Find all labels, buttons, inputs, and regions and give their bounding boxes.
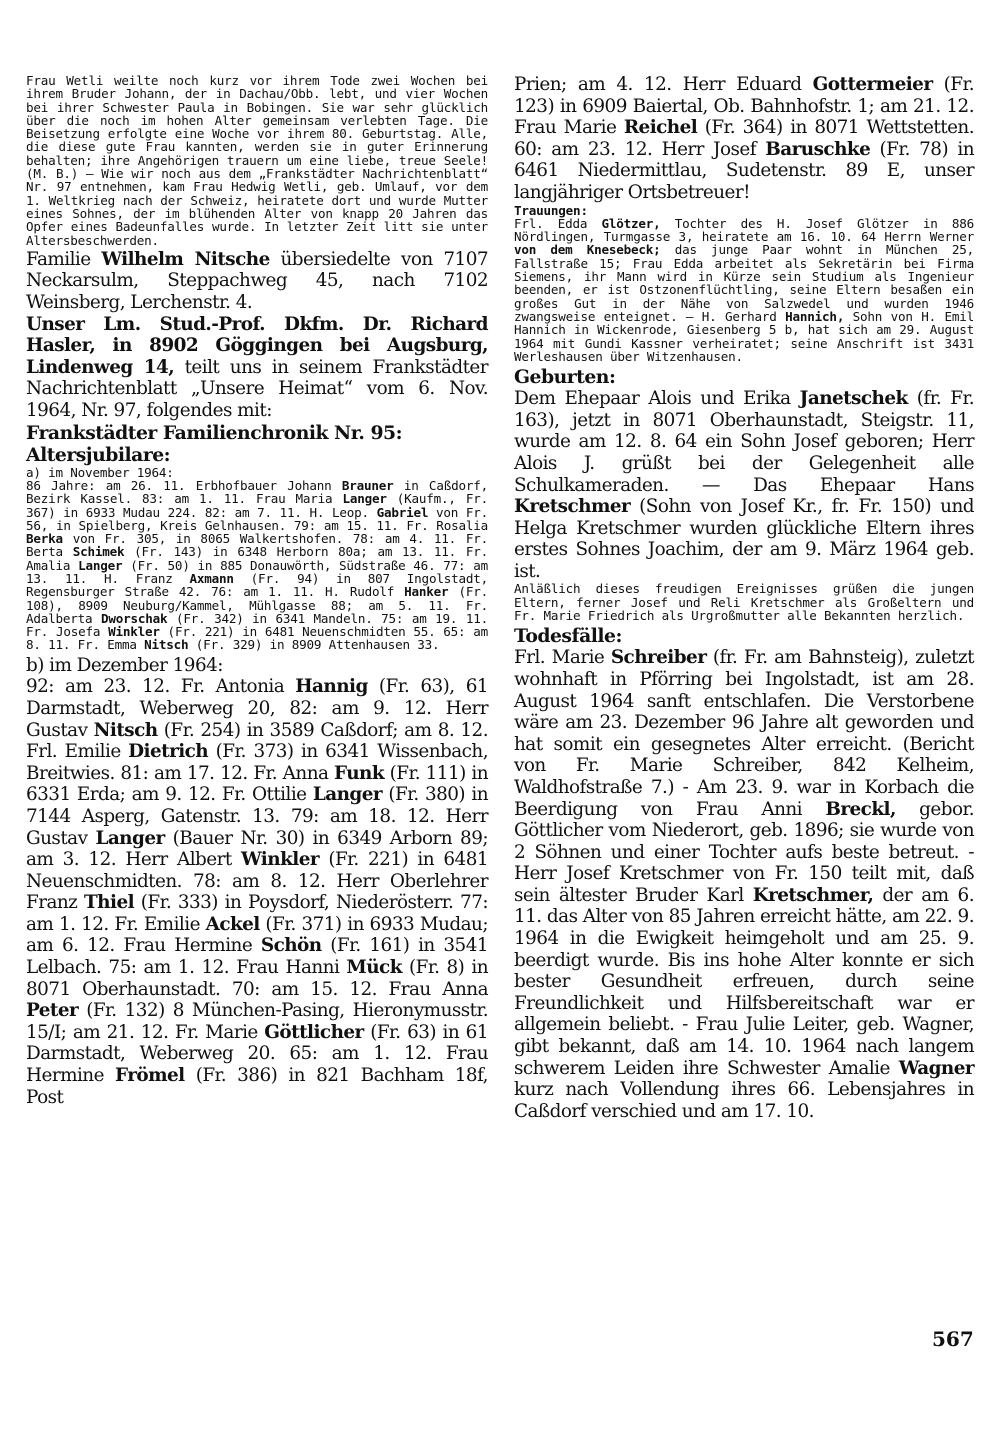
text-run: (Fr. 221) in 6481 Neuenschmidten. 78: am 8. 12. Herr Oberlehrer Franz <box>26 849 488 914</box>
left-column <box>26 74 488 1108</box>
todesfaelle-text <box>514 647 974 1122</box>
trauungen-heading: Trauungen: <box>514 202 588 218</box>
text-run: von Fr. 305, in 8065 Walkertshofen. 78: am 4. 11. Fr. Berta <box>26 531 488 560</box>
text-run: (Fr. 143) in 6348 Herborn 80a; am 13. 11. Fr. Amalia <box>26 544 489 573</box>
text-run: (Fr. 78) in 6461 Niedermittlau, Sudetenstr. 89 E, unser langjähriger Ortsbetreuer! <box>514 138 974 203</box>
geburten-heading: Geburten: <box>514 366 616 389</box>
text-run: (Kaufm., Fr. 367) in 6933 Mudau 224. 82: am 7. 11. H. Leop. <box>26 491 488 520</box>
surname: Peter <box>26 1000 79 1022</box>
surname: Hannig <box>295 676 368 698</box>
surname: Schön <box>260 935 322 957</box>
text-run: Prien; am 4. 12. Herr Eduard <box>514 74 813 95</box>
surname: Janetschek <box>799 388 908 410</box>
surname: Axmann <box>189 570 234 586</box>
text-run: (Fr. 373) in 6341 Wissenbach, Breitwies. 81: am 17. 12. Fr. Anna <box>26 741 488 784</box>
text-run: in Caßdorf, Bezirk Kassel. 83: am 1. 11. Frau Maria <box>26 477 488 507</box>
text-run: (Fr. 123) in 6909 Baiertal, Ob. Bahnhofstr. 1; am 21. 12. Frau Marie <box>514 74 974 139</box>
surname: Winkler <box>241 849 319 871</box>
text-run: kurz nach Vollendung ihres 66. Lebensjahres in Caßdorf verschied und am 17. 10. <box>514 1079 974 1122</box>
surname: Glötzer, <box>601 215 661 231</box>
text-run: (Fr. 254) in 3589 Caßdorf; am 8. 12. Frl. Emilie <box>26 719 488 763</box>
surname: Thiel <box>84 892 135 914</box>
surname: Mück <box>346 957 402 979</box>
nitsche-relocation-text: Familie Wilhelm Nitsche übersiedelte von 7107 Neckarsulm, Steppachweg 45, nach 7102 Weinsberg, Lerchenstr. 4. <box>26 248 489 314</box>
text-run: (Bauer Nr. 30) in 6349 Arborn 89; am 3. 12. Herr Albert <box>26 827 488 871</box>
surname: Berka <box>26 531 63 547</box>
text-run: (Fr. 342) in 6341 Mandeln. 75: am 19. 11. Fr. Josefa <box>26 610 488 640</box>
surname: Gottermeier <box>812 74 933 95</box>
surname: Kretschmer <box>514 496 631 518</box>
text-run: Dem Ehepaar Alois und Erika <box>514 388 800 410</box>
surname: Baruschke <box>765 138 871 160</box>
chronicle-heading: Frankstädter Familienchronik Nr. 95: <box>26 421 403 444</box>
surname: Dworschak <box>101 610 168 626</box>
surname: Nitsch <box>93 719 158 741</box>
trauungen-text <box>514 217 974 363</box>
text-run: 92: am 23. 12. Fr. Antonia <box>26 676 296 698</box>
text-run: (Fr. 386) in 821 Bachham 18f, Post <box>26 1065 488 1108</box>
geburten-text <box>514 388 974 582</box>
text-run: (Fr. 111) in 6331 Erda; am 9. 12. Fr. Ottilie <box>26 762 488 806</box>
surname: Nitsch <box>144 637 189 653</box>
text-run: von Fr. 56, in Spielberg, Kreis Gelnhausen. 79: am 15. 11. Fr. Rosalia <box>26 504 488 533</box>
surname: Wagner <box>898 1057 974 1079</box>
surname: von dem Knesebeck; <box>514 242 661 258</box>
surname: Frömel <box>115 1065 185 1087</box>
november-subheading: a) im November 1964: <box>26 464 174 480</box>
text-run: 86 Jahre: am 26. 11. Erbhofbauer Johann <box>26 477 342 493</box>
text-run: (fr. Fr. am Bahnsteig), zuletzt wohnhaft in Pförring bei Ingolstadt, ist am 28. August 1964 sanft entschlafen. Die Verstorbene wäre am 23. Dezember 96 Jahre alt geworden und hat somit ein gesegnetes Alter erreicht. (Bericht von Fr. Marie Schreiber, 842 Kelheim, Waldhofstraße 7.) - Am 23. 9. war in Korbach die Beerdigung von Frau Anni <box>514 647 974 820</box>
text-run: (Fr. 63) in 61 Darmstadt, Weberweg 20. 65: am 1. 12. Frau Hermine <box>26 1021 488 1087</box>
surname: Schreiber <box>610 647 707 669</box>
surname: Göttlicher <box>264 1021 364 1043</box>
text-run: (Fr. 63), 61 Darmstadt, Weberweg 20, 82: am 9. 12. Herr Gustav <box>26 676 488 741</box>
text-run: (Fr. 221) in 6481 Neuenschmidten 55. 65: am 8. 11. Fr. Emma <box>26 624 488 653</box>
jubilare-heading: Altersjubilare: <box>26 443 171 466</box>
wetli-obituary-text: Frau Wetli weilte noch kurz vor ihrem Tode zwei Wochen bei ihrem Bruder Johann, der in Dachau/Obb. lebt, und vier Wochen bei ihrer Schwester Paula in Bobingen. Sie war sehr glücklich über die noch im hohen Alter gemeinsam verlebten Tage. Die Beisetzung erfolgte eine Woche vor ihrem 80. Geburtstag. Alle, die diese gute Frau kannten, werden sie in guter Erinnerung behalten; ihre Angehörigen trauern um eine liebe, treue Seele! (M. B.) — Wie wir noch aus dem „Frankstädter Nachrichtenblatt“ Nr. 97 entnehmen, kam Frau Hedwig Wetli, geb. Umlauf, vor dem 1. Weltkrieg nach der Schweiz, heiratete dort und wurde Mutter eines Sohnes, der im blühenden Alter von knapp 20 Jahren das Opfer eines Badeunfalles wurde. In letzter Zeit litt sie unter Altersbeschwerden. <box>26 73 488 248</box>
surname: Ackel <box>205 913 260 935</box>
text-run: (Fr. 50) in 885 Donauwörth, Südstraße 46. 77: am 13. 11. H. Franz <box>26 557 488 586</box>
text-run: (Fr. 8) in 8071 Oberhaunstadt. 70: am 15. 12. Frau Anna <box>26 957 489 1000</box>
text-run: Frl. Marie <box>514 647 611 669</box>
surname: Winkler <box>108 624 160 640</box>
text-run: (Sohn von Josef Kr., fr. Fr. 150) und Helga Kretschmer wurden glückliche Eltern ihres erstes Sohnes Joachim, der am 9. März 1964 geb. ist. <box>514 496 974 582</box>
surname: Langer <box>342 491 387 507</box>
november-jubilare-list <box>26 479 488 652</box>
text-run: (Fr. 333) in Poysdorf, Niederösterr. 77: am 1. 12. Fr. Emilie <box>26 892 488 935</box>
right-column <box>514 74 974 1122</box>
surname: Breckl, <box>825 798 896 820</box>
text-run: (Fr. 161) in 3541 Lelbach. 75: am 1. 12. Frau Hanni <box>26 935 488 979</box>
text-run: gebor. Göttlicher vom Niederort, geb. 1896; sie wurde von 2 Söhnen und einer Tochter aufs beste betreut. - Herr Josef Kretschmer von Fr. 150 teilt mit, daß sein ältester Bruder Karl <box>514 798 974 906</box>
text-run: (Fr. 132) 8 München-Pasing, Hieronymusstr. 15/I; am 21. 12. Fr. Marie <box>26 1000 488 1043</box>
surname: Hanker <box>404 584 449 600</box>
jubilare-continuation <box>514 74 974 204</box>
text-run: (Fr. 108), 8909 Neuburg/Kammel, Mühlgasse 88; am 5. 11. Fr. Adalberta <box>26 584 488 626</box>
surname: Hannich, <box>785 308 845 324</box>
text-run: Frl. Edda <box>514 215 602 231</box>
surname: Langer <box>95 827 165 849</box>
page-number: 567 <box>932 1327 974 1351</box>
geburten-greeting: Anläßlich dieses freudigen Ereignisses grüßen die jungen Eltern, ferner Josef und Reli Kretschmer als Großeltern und Fr. Marie Friedrich als Urgroßmutter alle Bekannten herzlich. <box>514 581 974 624</box>
surname: Schimek <box>72 544 125 560</box>
december-jubilare-list <box>26 676 488 1108</box>
text-run: (fr. Fr. 163), jetzt in 8071 Oberhaunstadt, Steigstr. 11, wurde am 12. 8. 64 ein Sohn Josef geboren; Herr Alois J. grüßt bei der Gelegenheit alle Schulkameraden. — Das Ehepaar Hans <box>514 388 975 496</box>
text-run: das junge Paar wohnt in München 25, Fallstraße 15; Frau Edda arbeitet als Sekretärin bei Firma Siemens, ihr Mann wird in Kürze sein Studium als Ingenieur beenden, er ist Ostzonenflüchtling, seine Eltern besaßen ein großes Gut in der Nähe von Salzwedel und wurden 1946 zwangsweise enteignet. — H. Gerhard <box>514 242 974 324</box>
text-run: (Fr. 364) in 8071 Wettstetten. 60: am 23. 12. Herr Josef <box>514 117 974 160</box>
text-run: (Fr. 371) in 6933 Mudau; am 6. 12. Frau Hermine <box>26 913 488 957</box>
text-run: (Fr. 94) in 807 Ingolstadt, Regensburger Straße 42. 76: am 1. 11. H. Rudolf <box>26 570 488 600</box>
surname: Kretschmer, <box>752 884 874 906</box>
text-run: Tochter des H. Josef Glötzer in 886 Nördlingen, Turmgasse 3, heiratete am 16. 10. 64 Herrn Werner <box>514 215 974 245</box>
surname: Langer <box>312 784 382 806</box>
todesfaelle-heading: Todesfälle: <box>514 625 622 648</box>
surname: Brauner <box>341 477 394 493</box>
text-run: Sohn von H. Emil Hannich in Wickenrode, Giesenberg 5 b, hat sich am 29. August 1964 mit Gundi Kassner verheiratet; seine Anschrift ist 3431 Werleshausen über Witzenhausen. <box>514 308 974 364</box>
surname: Gabriel <box>376 504 429 520</box>
surname: Dietrich <box>128 741 209 763</box>
december-subheading: b) im Dezember 1964: <box>26 654 223 676</box>
text-run: (Fr. 380) in 7144 Asperg, Gatenstr. 13. 79: am 18. 12. Herr Gustav <box>26 784 488 849</box>
hasler-intro-text: Unser Lm. Stud.-Prof. Dkfm. Dr. Richard Hasler, in 8902 Göggingen bei Augsburg, Lindenweg 14, teilt uns in seinem Frankstädter Nachrichtenblatt „Unsere Heimat“ vom 6. Nov. 1964, Nr. 97, folgendes mit: <box>26 313 488 422</box>
surname: Langer <box>78 557 123 573</box>
surname: Reichel <box>623 117 698 139</box>
text-run: (Fr. 329) in 8909 Attenhausen 33. <box>188 637 440 653</box>
surname: Funk <box>334 762 385 784</box>
text-run: der am 6. 11. das Alter von 85 Jahren erreicht hätte, am 22. 9. 1964 in die Ewigkeit heimgeholt und am 25. 9. beerdigt wurde. Bis ins hohe Alter konnte er sich bester Gesundheit erfreuen, durch seine Freundlichkeit und Hilfsbereitschaft war er allgemein beliebt. - Frau Julie Leiter, geb. Wagner, gibt bekannt, daß am 14. 10. 1964 nach langem schwerem Leiden ihre Schwester Amalie <box>514 884 974 1079</box>
